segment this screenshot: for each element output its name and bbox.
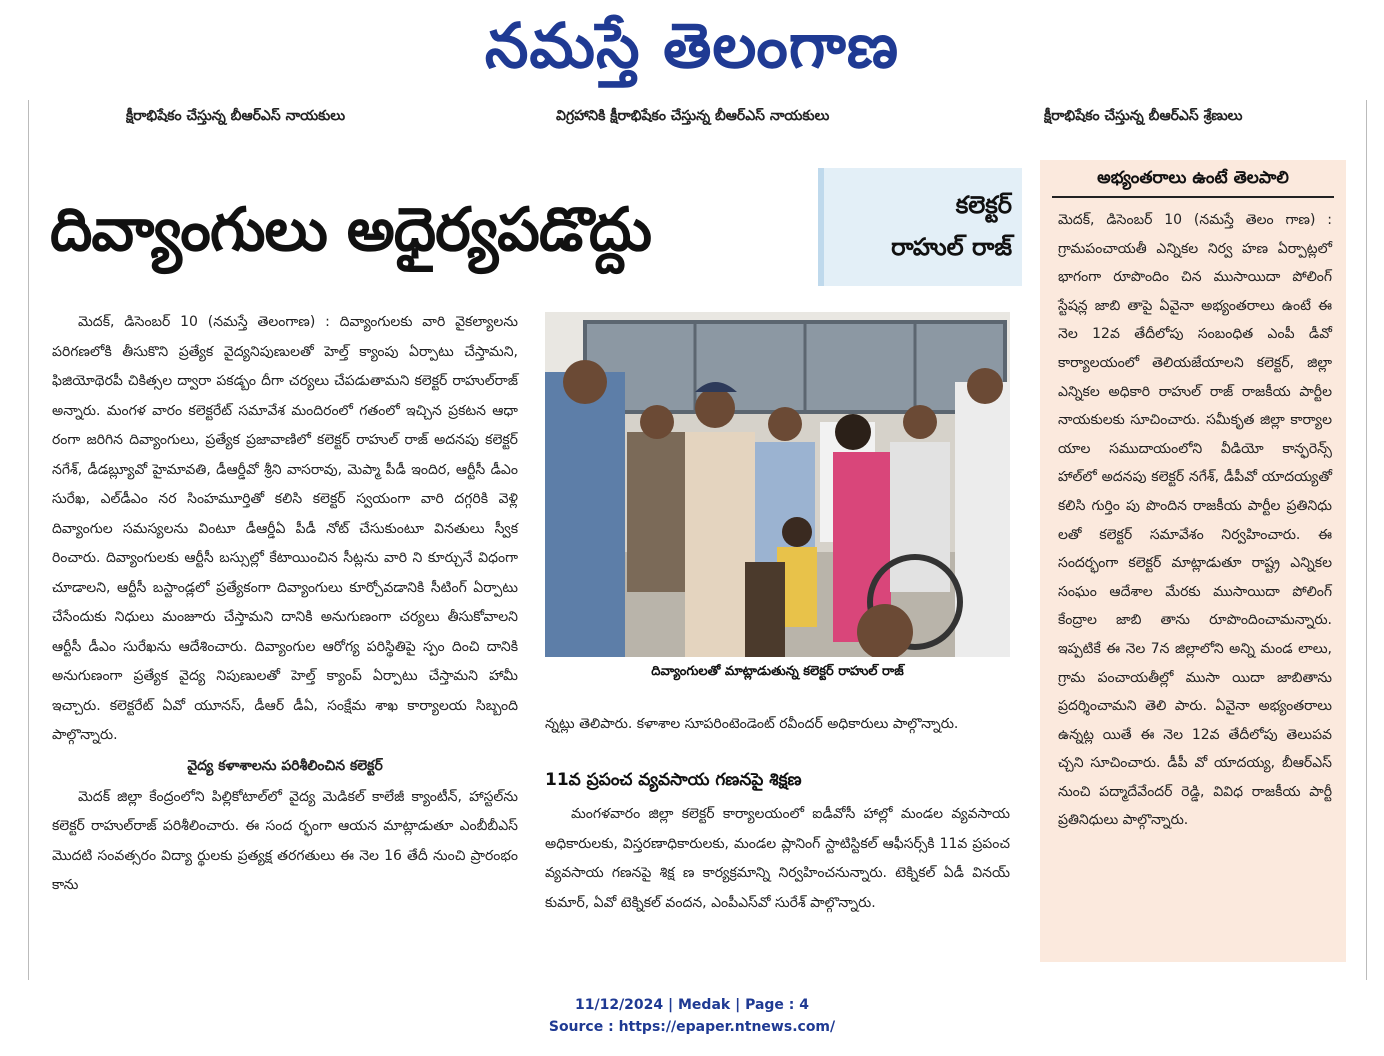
sidebar-story xyxy=(1040,160,1346,962)
footer-date-line: 11/12/2024 | Medak | Page : 4 xyxy=(574,997,810,1013)
article-paragraph-2: మెదక్ జిల్లా కేంద్రంలోని పిల్లికోటాల్‌లో వైద్య మెడికల్ కాలేజీ క్యాంటీన్, హాస్టల్‌ను కలెక్టర్ రాహుల్‌రాజ్ పరిశీలించారు. ఈ సంద ర్భంగా ఆయన మాట్లాడుతూ ఎంబీబీఎస్ మొదటి సంవత్సరం విద్యా ర్థులకు ప్రత్యక్ష తరగతులు ఈ నెల 16 తేదీ నుంచి ప్రారంభం కాను xyxy=(52,788,518,893)
masthead xyxy=(0,0,1384,92)
headline-kicker-box xyxy=(818,168,1022,286)
news-photo xyxy=(545,312,1010,657)
article-subhead-1: వైద్య కళాశాలను పరిశీలించిన కలెక్టర్ xyxy=(187,757,383,774)
sidebar-title: అభ్యంతరాలు ఉంటే తెలపాలి xyxy=(1052,160,1334,198)
news-photo-caption: దివ్యాంగులతో మాట్లాడుతున్న కలెక్టర్ రాహుల్ రాజ్ xyxy=(651,664,904,679)
article-paragraph-1: మెదక్, డిసెంబర్ 10 (నమస్తే తెలంగాణ) : దివ్యాంగులకు వారి వైకల్యాలను పరిగణలోకి తీసుకొని ప్రత్యేక వైద్యనిపుణులతో హెల్త్ క్యాంపు ఏర్పాటు చేస్తామని, ఫిజియోథెరపీ చికిత్సల ద్వారా పకడ్బం దీగా చర్యలు చేపడుతామని కలెక్టర్ రాహుల్‌రాజ్ అన్నారు. మంగళ వారం కలెక్టరేట్ సమావేశ మందిరంలో గతంలో ఇచ్చిన ప్రకటన ఆధా రంగా జరిగిన దివ్యాంగులు, ప్రత్యేక ప్రజావాణిలో కలెక్టర్ రాహుల్ రాజ్ అదనపు కలెక్టర్ నగేశ్, డీడబ్ల్యూవో హైమావతి, డీఆర్డీవో శ్రీని వాసరావు, మెప్మా పీడీ ఇందిర, ఆర్టీసీ డీఎం సురేఖ, ఎల్‌డీఎం నర సింహమూర్తితో కలిసి కలెక్టర్ స్వయంగా వారి దగ్గరికి వెళ్లి దివ్యాంగుల సమస్యలను వింటూ డీఆర్డీఏ పీడీ నోట్ చేసుకుంటూ వినతులు స్వీక రించారు. దివ్యాంగులకు ఆర్టీసీ బస్సుల్లో కేటాయించిన సీట్లను వారి ని కూర్చునే విధంగా చూడాలని, ఆర్టీసీ బస్టాండ్లలో ప్రత్యేకంగా దివ్యాంగులు కూర్చోవడానికి సీటింగ్ ఏర్పాటు చేసేందుకు నిధులు మంజూరు చేస్తామని దానికి అనుగుణంగా చర్యలు తీసుకోవాలని ఆర్టీసీ డీఎం సురేఖను ఆదేశించారు. దివ్యాంగుల ఆరోగ్య పరిస్థితిపై స్పం దించి దానికి అనుగుణంగా ప్రత్యేక వైద్య నిపుణులతో హెల్త్ క్యాంప్ ఏర్పాటు చేస్తామని హామీ ఇచ్చారు. కలెక్టరేట్ ఏవో యూనస్, డీఆర్ డీఏ, సంక్షేమ శాఖ కార్యాలయ సిబ్బంది పాల్గొన్నారు. xyxy=(52,314,518,743)
article-subhead-2: 11వ ప్రపంచ వ్యవసాయ గణనపై శిక్షణ xyxy=(545,770,802,790)
article-headline: దివ్యాంగులు అధైర్యపడొద్దు xyxy=(50,195,652,265)
photo-caption-left: క్షీరాభిషేకం చేస్తున్న బీఆర్ఎస్ నాయకులు xyxy=(126,108,346,124)
right-column-rule xyxy=(1366,100,1367,980)
page-footer xyxy=(0,994,1384,1038)
sidebar-body: మెదక్, డిసెంబర్ 10 (నమస్తే తెలం గాణ) : గ్రామపంచాయతీ ఎన్నికల నిర్వ హణ ఏర్పాట్లలో భాగంగా రూపొందిం చిన ముసాయిదా పోలింగ్ స్టేషన్ల జాబి తాపై ఏవైనా అభ్యంతరాలు ఉంటే ఈ నెల 12వ తేదీలోపు సంబంధిత ఎంపీ డీవో కార్యాలయంలో తెలియజేయాలని కలెక్టర్, జిల్లా ఎన్నికల అధికారి రాహుల్ రాజ్ రాజకీయ పార్టీల నాయకులకు సూచించారు. సమీకృత జిల్లా కార్యాల యాల సముదాయంలోని వీడియో కాన్ఫరెన్స్ హాల్‌లో అదనపు కలెక్టర్ నగేశ్, డీపీవో యాదయ్యతో కలిసి గుర్తిం పు పొందిన రాజకీయ పార్టీల ప్రతినిధు లతో కలెక్టర్ సమావేశం నిర్వహించారు. ఈ సందర్భంగా కలెక్టర్ మాట్లాడుతూ రాష్ట్ర ఎన్నికల సంఘం ఆదేశాల మేరకు ముసాయిదా పోలింగ్ కేంద్రాల జాబి తాను రూపొందించామన్నారు. ఇప్పటికే ఈ నెల 7న జిల్లాలోని అన్ని మండ లాలు, గ్రామ పంచాయతీల్లో ముసా యిదా జాబితాను ప్రదర్శించామని తెలి పారు. ఏవైనా అభ్యంతరాలు ఉన్నట్ల యితే ఈ నెల 12వ తేదీలోపు తెలుపవ చ్చని సూచించారు. డీపీ వో యాదయ్య, బీఆర్ఎస్ నుంచి పద్మాదేవేందర్ రెడ్డి, వివిధ రాజకీయ పార్టీ ప్రతినిధులు పాల్గొన్నారు. xyxy=(1058,212,1332,829)
kicker-line-2: రాహుల్ రాజ్ xyxy=(891,233,1012,261)
photo-caption-right: క్షీరాభిషేకం చేస్తున్న బీఆర్ఎస్ శ్రేణులు xyxy=(1044,108,1243,124)
newspaper-logo: నమస్తే తెలంగాణ xyxy=(484,9,900,82)
article-column-1 xyxy=(52,308,518,901)
footer-source-line: Source : https://epaper.ntnews.com/ xyxy=(548,1019,836,1035)
article-paragraph-3: మంగళవారం జిల్లా కలెక్టర్ కార్యాలయంలో ఐడీవోసీ హాల్లో మండల వ్యవసాయ అధికారులకు, విస్తరణాధికారులకు, మండల ప్లానింగ్ స్టాటిస్టికల్ ఆఫీసర్స్‌కి 11వ ప్రపంచ వ్యవసాయ గణనపై శిక్ష ణ కార్యక్రమాన్ని నిర్వహించనున్నారు. టెక్నికల్ ఏడీ వినయ్ కుమార్, ఏవో టెక్నికల్ వందన, ఎంపీఎస్‌వో సురేశ్ పాల్గొన్నారు. xyxy=(545,806,1010,911)
photo-caption-center: విగ్రహానికి క్షీరాభిషేకం చేస్తున్న బీఆర్ఎస్ నాయకులు xyxy=(556,108,830,124)
kicker-line-1: కలెక్టర్ xyxy=(955,191,1012,219)
left-column-rule xyxy=(28,100,29,980)
top-photo-captions xyxy=(30,108,1366,132)
article-column-2 xyxy=(545,800,1010,918)
news-photo-illustration xyxy=(545,312,1010,657)
article-paragraph-2-continued: న్నట్లు తెలిపారు. కళాశాల సూపరింటెండెంట్ రవీందర్ అధికారులు పాల్గొన్నారు. xyxy=(545,716,959,732)
